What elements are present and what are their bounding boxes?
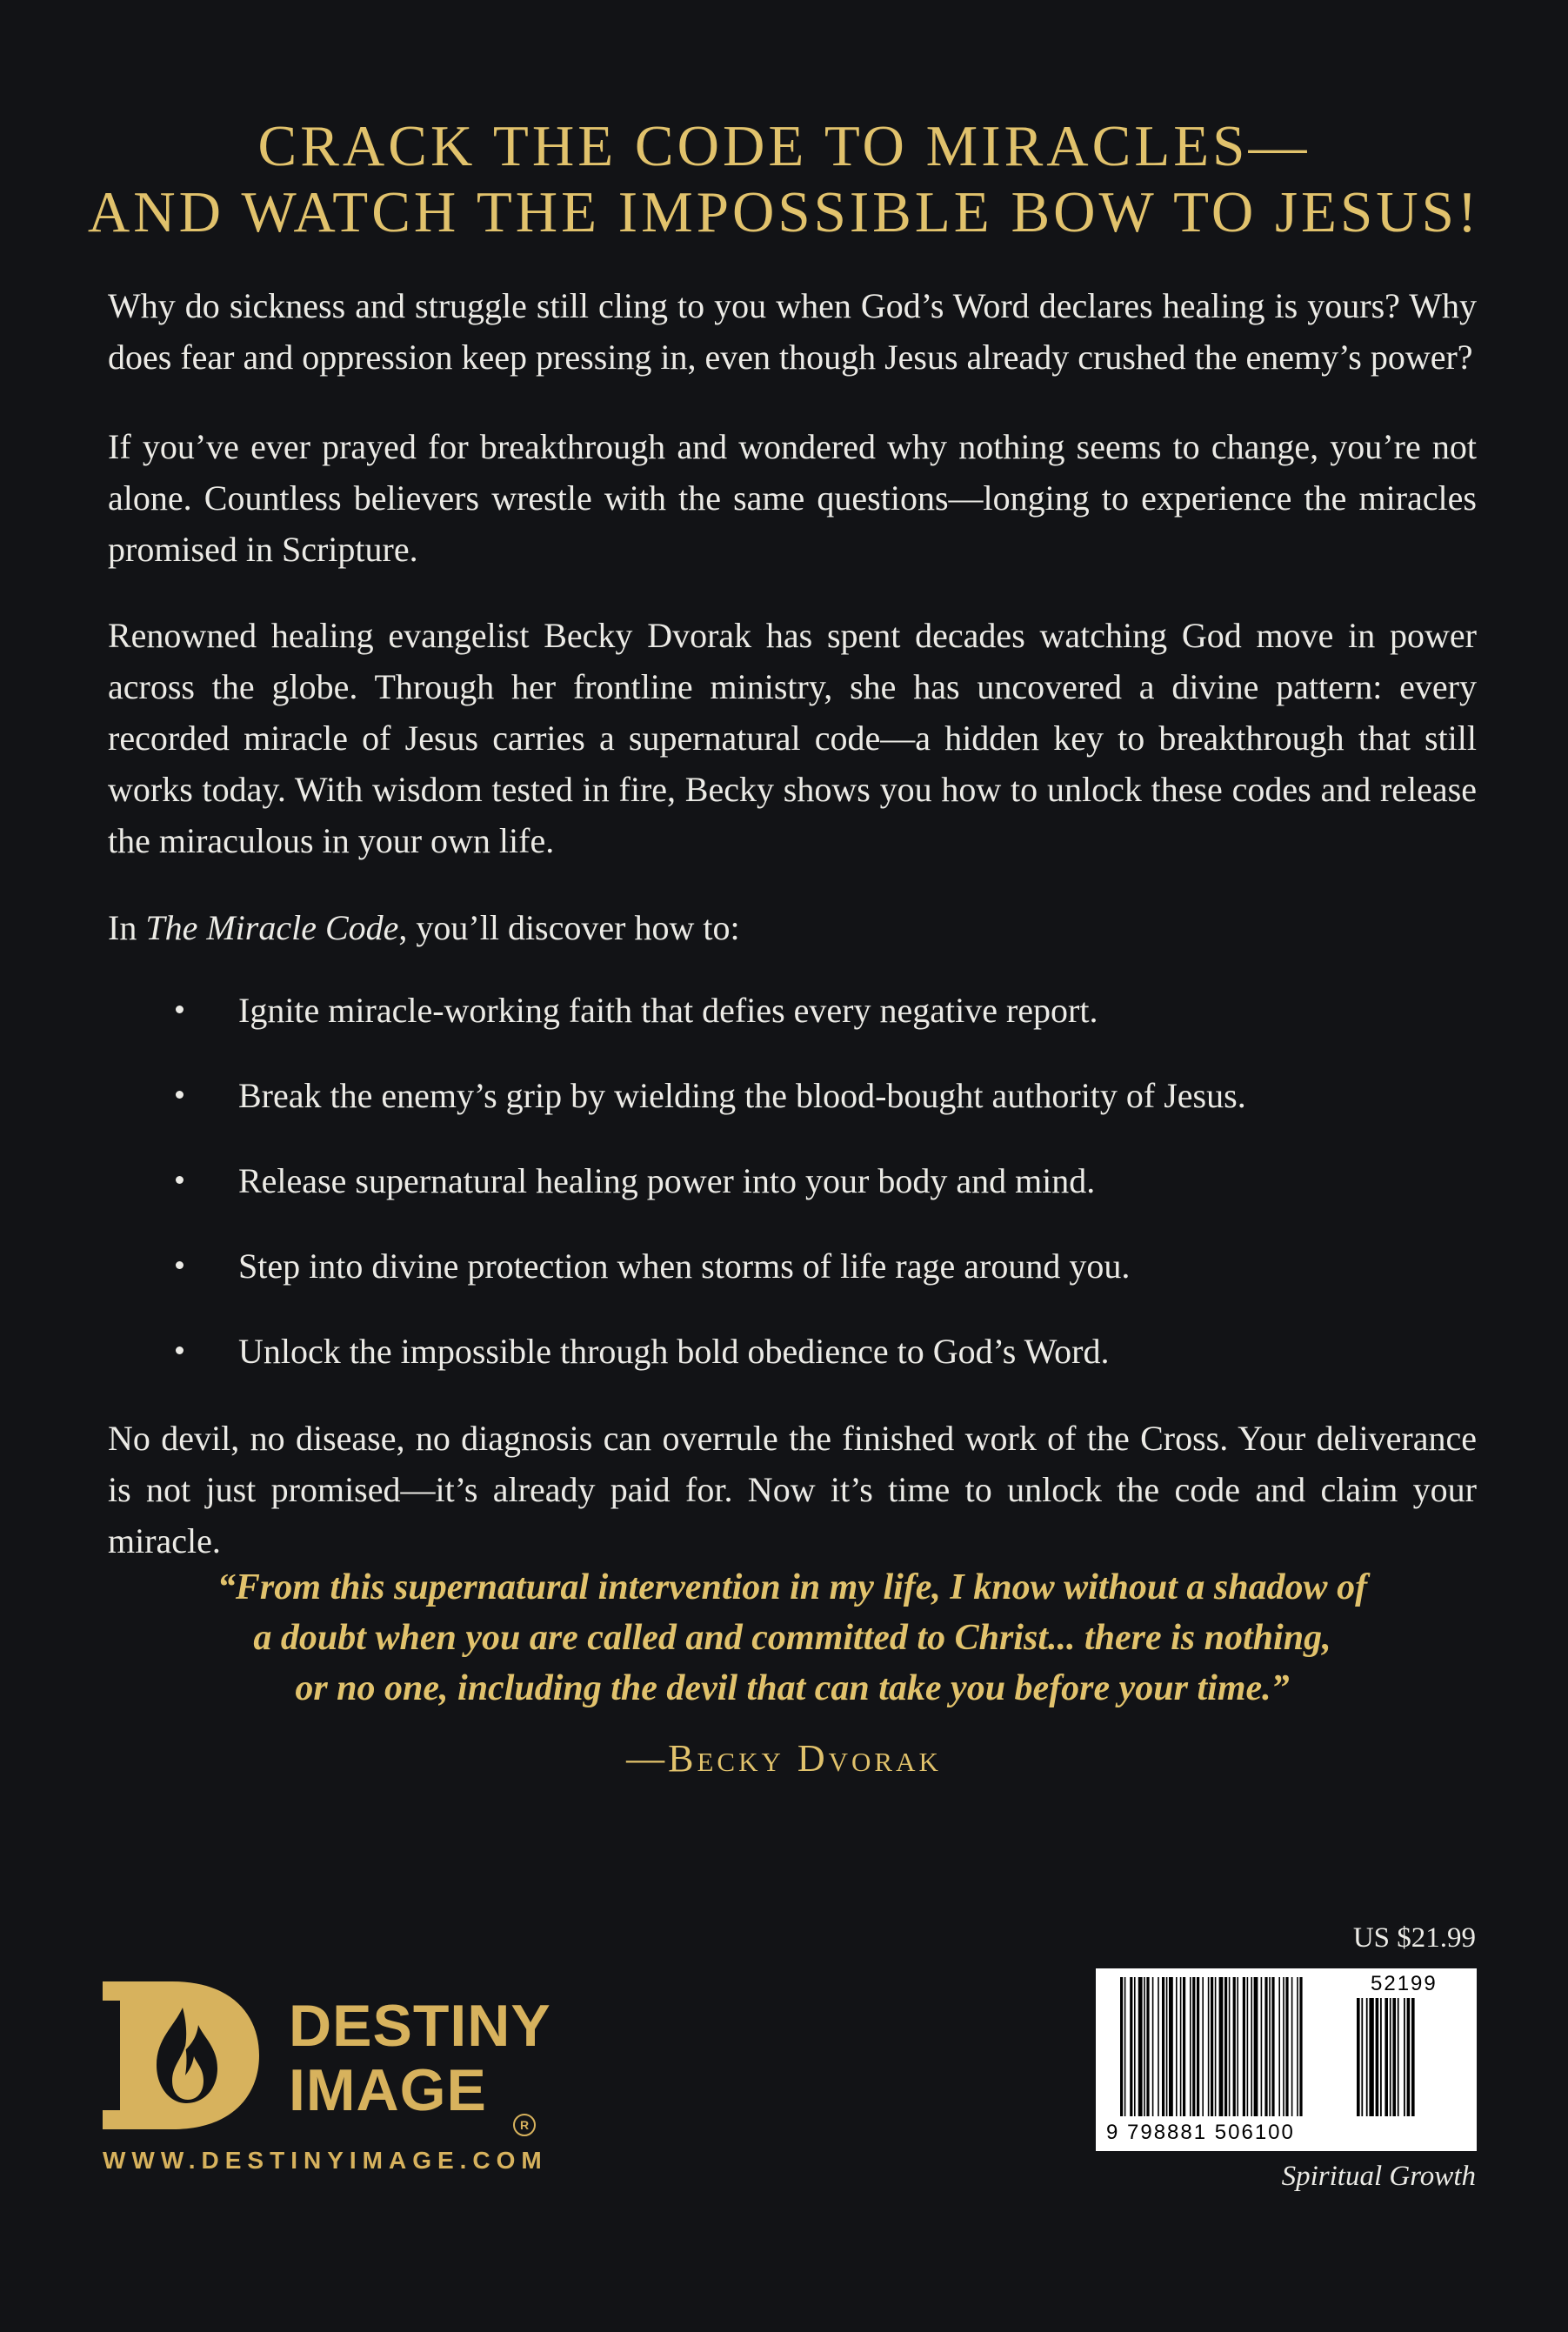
barcode-bar xyxy=(1146,1977,1149,2116)
barcode-bar xyxy=(1130,1977,1132,2116)
barcode-bar xyxy=(1283,1977,1284,2116)
barcode-bar xyxy=(1166,1977,1168,2116)
price-barcode-bar xyxy=(1398,1998,1399,2116)
barcode-bar xyxy=(1299,1977,1302,2116)
breakthrough-paragraph: If you’ve ever prayed for breakthrough and wondered why nothing seems to change, you’re not alone. Countless believers wrestle with the same questions—longing to experience the miracles promised in Scripture. xyxy=(108,427,1477,569)
bullet-icon xyxy=(176,1176,183,1184)
price-barcode-bar xyxy=(1361,1998,1363,2116)
price-barcode-bar xyxy=(1392,1998,1396,2116)
headline xyxy=(0,113,1568,245)
intro-paragraph: Why do sickness and struggle still cling to you when God’s Word declares healing is yours? Why does fear and oppression keep pressing in, even though Jesus already crushed the enemy’s power? xyxy=(108,286,1477,377)
barcode-bar xyxy=(1124,1977,1126,2116)
price-code: 52199 xyxy=(1371,1972,1438,1995)
bullet-icon xyxy=(176,1006,183,1013)
publisher-name-line-2: IMAGE xyxy=(289,2057,487,2123)
quote-line-2: a doubt when you are called and committed to Christ... there is nothing, xyxy=(253,1618,1331,1658)
list-item-text: Unlock the impossible through bold obedience to God’s Word. xyxy=(238,1332,1110,1371)
list-item-text: Step into divine protection when storms of life rage around you. xyxy=(238,1246,1131,1286)
barcode-bar xyxy=(1215,1977,1217,2116)
bullet-icon xyxy=(176,1091,183,1099)
list-item xyxy=(108,1326,1477,1411)
publisher-name xyxy=(289,1994,551,2122)
barcode-bar xyxy=(1297,1977,1298,2116)
book-category: Spiritual Growth xyxy=(1281,2161,1476,2192)
barcode-bar xyxy=(1243,1977,1245,2116)
pull-quote xyxy=(108,1562,1477,1714)
author-paragraph: Renowned healing evangelist Becky Dvorak has spent decades watching God move in power across the globe. Through her frontline ministry, she has uncovered a divine pattern: every recorded miracle of Jesus carries a supernatural code—a hidden key to breakthrough that still works today. With wisdom tested in fire, Becky shows you how to unlock these codes and release the miraculous in your own life. xyxy=(108,616,1477,860)
barcode-bar xyxy=(1229,1977,1231,2116)
barcode-bar xyxy=(1251,1977,1252,2116)
barcode-bar xyxy=(1138,1977,1143,2116)
barcode-bar xyxy=(1261,1977,1263,2116)
headline-line-2: AND WATCH THE IMPOSSIBLE BOW TO JESUS! xyxy=(87,180,1481,244)
barcode-bar xyxy=(1169,1977,1173,2116)
barcode-bar xyxy=(1120,1977,1123,2116)
barcode-bar xyxy=(1197,1977,1199,2116)
quote-line-3: or no one, including the devil that can take you before your time.” xyxy=(295,1668,1290,1708)
list-item xyxy=(108,1240,1477,1326)
price-barcode-bar xyxy=(1411,1998,1415,2116)
barcode-bar xyxy=(1271,1977,1274,2116)
barcode-bar xyxy=(1192,1977,1195,2116)
barcode-bar xyxy=(1278,1977,1280,2116)
barcode-bar xyxy=(1208,1977,1210,2116)
barcode-bar xyxy=(1254,1977,1258,2116)
list-item xyxy=(108,1155,1477,1240)
barcode-bar xyxy=(1211,1977,1213,2116)
book-title: The Miracle Code xyxy=(145,908,399,947)
barcode xyxy=(1096,1968,1477,2151)
price-barcode-bar xyxy=(1376,1998,1379,2116)
registered-mark-icon: R xyxy=(513,2114,536,2136)
quote-author: —Becky Dvorak xyxy=(626,1737,942,1780)
barcode-bar xyxy=(1224,1977,1227,2116)
barcode-bar xyxy=(1285,1977,1288,2116)
list-item-text: Ignite miracle-working faith that defies every negative report. xyxy=(238,991,1098,1030)
barcode-bar xyxy=(1202,1977,1204,2116)
isbn-digits: 9 798881 506100 xyxy=(1106,2121,1295,2144)
bullet-icon xyxy=(176,1261,183,1269)
price-barcode-bar xyxy=(1366,1998,1368,2116)
closing-paragraph: No devil, no disease, no diagnosis can overrule the finished work of the Cross. Your deliverance is not just promised—it’s already paid for. Now it’s time to unlock the code and claim your miracle. xyxy=(108,1419,1477,1560)
publisher-url[interactable]: WWW.DESTINYIMAGE.COM xyxy=(103,2147,548,2174)
barcode-bar xyxy=(1237,1977,1238,2116)
price-barcode-bar xyxy=(1407,1998,1411,2116)
benefit-list xyxy=(108,985,1477,1411)
barcode-bar xyxy=(1134,1977,1136,2116)
price-barcode-bar xyxy=(1385,1998,1388,2116)
barcode-bar xyxy=(1190,1977,1191,2116)
price-barcode-bar xyxy=(1369,1998,1373,2116)
flame-d-logo-icon xyxy=(103,1981,259,2129)
barcode-bar xyxy=(1264,1977,1267,2116)
barcode-bar xyxy=(1176,1977,1178,2116)
barcode-bar xyxy=(1152,1977,1154,2116)
barcode-bar xyxy=(1247,1977,1249,2116)
list-item xyxy=(108,1070,1477,1155)
barcode-bar xyxy=(1183,1977,1185,2116)
price-barcode-bar xyxy=(1357,1998,1360,2116)
barcode-bar xyxy=(1291,1977,1293,2116)
discover-suffix: , you’ll discover how to: xyxy=(398,908,740,947)
barcode-bar xyxy=(1269,1977,1271,2116)
price-barcode-bar xyxy=(1390,1998,1391,2116)
quote-line-1: “From this supernatural intervention in my life, I know without a shadow of xyxy=(217,1567,1368,1607)
barcode-bar xyxy=(1158,1977,1159,2116)
list-item-text: Release supernatural healing power into your body and mind. xyxy=(238,1161,1096,1200)
discover-prefix: In xyxy=(108,908,146,947)
price-label: US $21.99 xyxy=(1352,1922,1476,1954)
bullet-icon xyxy=(176,1346,183,1354)
price-barcode-bar xyxy=(1404,1998,1405,2116)
headline-line-1: CRACK THE CODE TO MIRACLES— xyxy=(257,114,1311,178)
discover-intro xyxy=(108,902,1477,953)
publisher-name-line-1: DESTINY xyxy=(289,1993,551,2059)
barcode-bar xyxy=(1144,1977,1145,2116)
barcode-bar xyxy=(1180,1977,1182,2116)
barcode-bar xyxy=(1233,1977,1236,2116)
barcode-bar xyxy=(1162,1977,1164,2116)
list-item-text: Break the enemy’s grip by wielding the blood-bought authority of Jesus. xyxy=(238,1076,1246,1115)
barcode-bar xyxy=(1219,1977,1224,2116)
price-barcode-bar xyxy=(1380,1998,1382,2116)
list-item xyxy=(108,985,1477,1070)
